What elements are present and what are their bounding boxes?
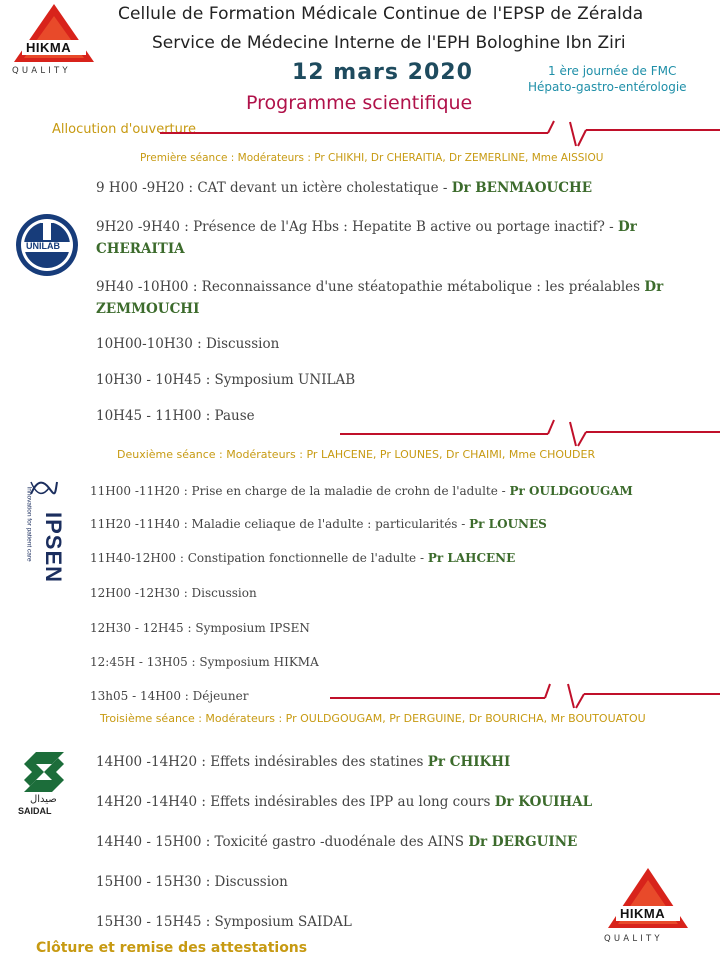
- ipsen-tagline: Innovation for patient care: [25, 486, 33, 562]
- session-3-item-5: 15H30 - 15H45 : Symposium SAIDAL: [96, 914, 352, 930]
- saidal-emblem-icon: [22, 750, 66, 794]
- ipsen-helix-icon: [29, 478, 59, 498]
- session-2-item-4: 12H00 -12H30 : Discussion: [90, 586, 257, 600]
- closing-ceremony: Clôture et remise des attestations: [36, 940, 308, 956]
- hikma-quality: QUALITY: [12, 66, 71, 76]
- header-line-1: Cellule de Formation Médicale Continue de l'EPSP de Zéralda: [118, 4, 644, 24]
- unilab-logo: [14, 212, 80, 278]
- saidal-arabic: صيدال: [30, 794, 57, 805]
- unilab-name: UNILAB: [26, 241, 60, 251]
- session-2-title: Deuxième séance : Modérateurs : Pr LAHCENE, Pr LOUNES, Dr CHAIMI, Mme CHOUDER: [117, 448, 596, 461]
- session-2-item-7: 13h05 - 14H00 : Déjeuner: [90, 689, 249, 703]
- programme-title: Programme scientifique: [246, 92, 473, 114]
- session-3-title: Troisième séance : Modérateurs : Pr OULDGOUGAM, Pr DERGUINE, Dr BOURICHA, Mr BOUTOUATOU: [100, 712, 646, 725]
- opening-speech: Allocution d'ouverture: [52, 122, 196, 137]
- fmc-specialty: Hépato-gastro-entérologie: [528, 80, 687, 94]
- session-2-item-2: 11H20 -11H40 : Maladie celiaque de l'adulte : particularités - Pr LOUNES: [90, 517, 547, 531]
- fmc-edition: 1 ère journée de FMC: [548, 64, 677, 78]
- session-1-item-4: 10H00-10H30 : Discussion: [96, 336, 280, 352]
- session-2-item-1: 11H00 -11H20 : Prise en charge de la maladie de crohn de l'adulte - Pr OULDGOUGAM: [90, 484, 633, 498]
- hikma-triangle-icon: [602, 866, 694, 932]
- session-3-item-3: 14H40 - 15H00 : Toxicité gastro -duodénale des AINS Dr DERGUINE: [96, 834, 578, 850]
- header-line-2: Service de Médecine Interne de l'EPH Bologhine Ibn Ziri: [152, 33, 626, 53]
- session-2-item-6: 12:45H - 13H05 : Symposium HIKMA: [90, 655, 319, 669]
- session-1-item-5: 10H30 - 10H45 : Symposium UNILAB: [96, 372, 356, 388]
- saidal-logo: [18, 750, 74, 818]
- ipsen-logo: [25, 478, 66, 614]
- session-2-item-3: 11H40-12H00 : Constipation fonctionnelle de l'adulte - Pr LAHCENE: [90, 551, 516, 565]
- session-1-item-1: 9 H00 -9H20 : CAT devant un ictère cholestatique - Dr BENMAOUCHE: [96, 180, 593, 196]
- hikma-quality-bottom: QUALITY: [604, 934, 663, 944]
- saidal-name: SAIDAL: [18, 806, 52, 816]
- session-1-title: Première séance : Modérateurs : Pr CHIKHI, Dr CHERAITIA, Dr ZEMERLINE, Mme AISSIOU: [140, 152, 604, 164]
- hikma-logo-bottom: [602, 866, 694, 948]
- session-3-item-2: 14H20 -14H40 : Effets indésirables des IPP au long cours Dr KOUIHAL: [96, 794, 593, 810]
- ipsen-name: IPSEN: [41, 512, 66, 584]
- session-3-item-1: 14H00 -14H20 : Effets indésirables des statines Pr CHIKHI: [96, 754, 511, 770]
- session-1-item-3: 9H40 -10H00 : Reconnaissance d'une stéatopathie métabolique : les préalables Dr ZEMMOUCHI: [96, 279, 664, 317]
- hikma-name-bottom: HIKMA: [620, 906, 666, 921]
- event-date: 12 mars 2020: [292, 60, 473, 85]
- divider-rule-3: [0, 676, 720, 716]
- hikma-logo-top: [8, 2, 100, 78]
- session-1-item-6: 10H45 - 11H00 : Pause: [96, 408, 255, 424]
- session-3-item-4: 15H00 - 15H30 : Discussion: [96, 874, 288, 890]
- divider-rule-1: [0, 116, 720, 156]
- session-1-item-2: 9H20 -9H40 : Présence de l'Ag Hbs : Hepatite B active ou portage inactif? - Dr CHERAITIA: [96, 219, 637, 257]
- session-2-item-5: 12H30 - 12H45 : Symposium IPSEN: [90, 621, 310, 635]
- hikma-name: HIKMA: [26, 40, 72, 55]
